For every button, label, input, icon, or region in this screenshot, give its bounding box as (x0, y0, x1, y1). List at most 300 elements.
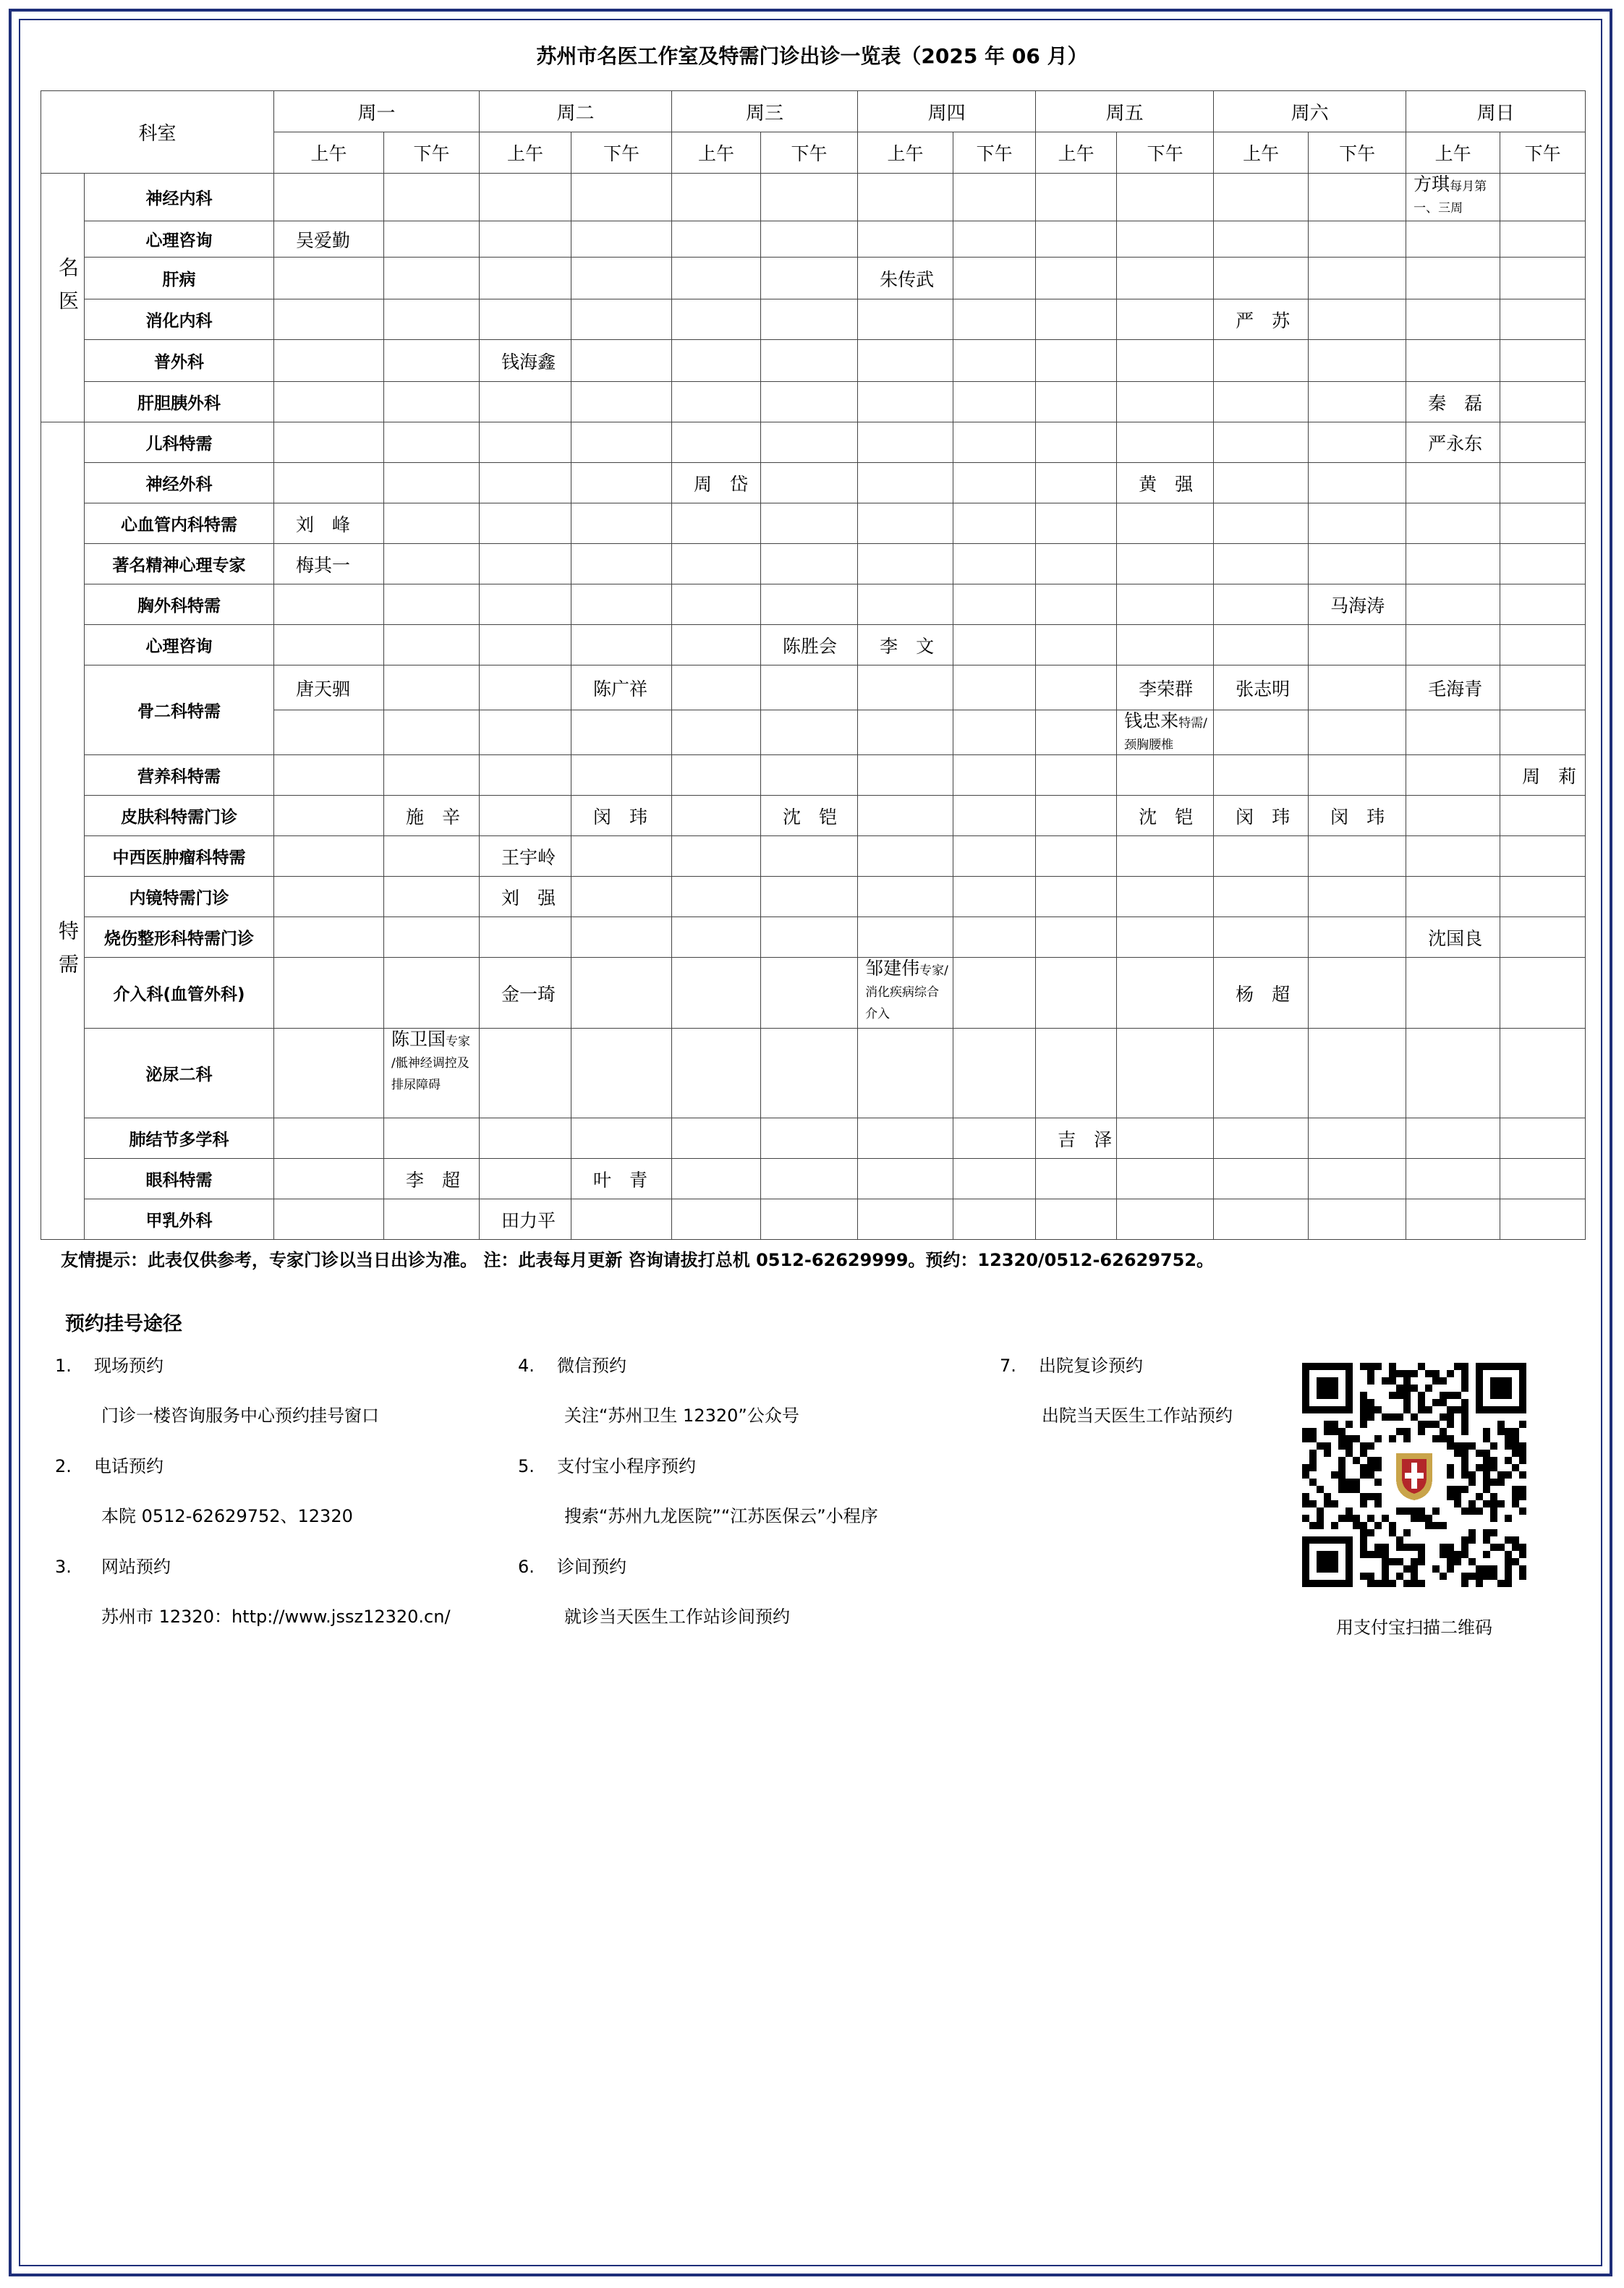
qr-module (1309, 1435, 1317, 1442)
qr-module (1331, 1421, 1338, 1428)
schedule-cell (1500, 1029, 1586, 1118)
qr-module (1411, 1385, 1418, 1392)
doctor-name: 陈胜会 (783, 635, 838, 657)
schedule-cell (858, 299, 953, 340)
qr-module (1331, 1406, 1338, 1413)
qr-module (1411, 1507, 1418, 1515)
qr-module (1345, 1479, 1353, 1486)
schedule-cell (1117, 382, 1214, 422)
qr-module (1382, 1413, 1389, 1421)
schedule-cell (1036, 340, 1117, 382)
qr-module (1367, 1377, 1374, 1385)
qr-module (1476, 1580, 1483, 1587)
schedule-cell (480, 1199, 571, 1240)
qr-module (1490, 1507, 1497, 1515)
qr-module (1519, 1442, 1526, 1450)
schedule-table (41, 90, 1586, 1240)
schedule-cell (761, 877, 858, 917)
qr-module (1505, 1580, 1512, 1587)
qr-module (1461, 1370, 1468, 1377)
header-pm: 下午 (761, 132, 858, 174)
qr-module (1353, 1486, 1360, 1493)
schedule-cell (274, 382, 384, 422)
schedule-cell (1309, 544, 1406, 584)
qr-module (1461, 1536, 1468, 1544)
qr-module (1468, 1471, 1476, 1479)
qr-module (1374, 1479, 1382, 1486)
qr-module (1345, 1544, 1353, 1551)
qr-module (1302, 1428, 1309, 1435)
qr-module (1483, 1536, 1490, 1544)
qr-module (1317, 1551, 1324, 1558)
schedule-cell (384, 1199, 480, 1240)
qr-module (1302, 1551, 1309, 1558)
qr-module (1418, 1399, 1425, 1406)
schedule-cell (1309, 1118, 1406, 1159)
schedule-cell (953, 836, 1036, 877)
schedule-cell (761, 1118, 858, 1159)
qr-module (1302, 1377, 1309, 1385)
schedule-cell (1406, 958, 1500, 1029)
schedule-cell (761, 422, 858, 463)
doctor-name: 沈 铠 (783, 806, 838, 828)
qr-module (1331, 1385, 1338, 1392)
qr-module (1447, 1544, 1454, 1551)
qr-module (1505, 1558, 1512, 1565)
qr-module (1454, 1551, 1461, 1558)
schedule-cell (1036, 422, 1117, 463)
schedule-cell (858, 584, 953, 625)
schedule-cell (1309, 258, 1406, 299)
qr-module (1447, 1464, 1454, 1471)
schedule-cell (761, 710, 858, 755)
schedule-cell (858, 463, 953, 503)
schedule-cell (1036, 174, 1117, 221)
schedule-cell (761, 1199, 858, 1240)
schedule-cell (1214, 1159, 1309, 1199)
schedule-cell (1036, 221, 1117, 258)
schedule-cell (1036, 503, 1117, 544)
qr-module (1338, 1406, 1345, 1413)
qr-module (1360, 1464, 1367, 1471)
qr-module (1411, 1580, 1418, 1587)
header-day: 周四 (858, 91, 1036, 132)
qr-module (1519, 1363, 1526, 1370)
schedule-cell (480, 544, 571, 584)
qr-module (1309, 1536, 1317, 1544)
qr-module (1454, 1363, 1461, 1370)
schedule-cell (1500, 917, 1586, 958)
qr-module (1338, 1471, 1345, 1479)
qr-module (1367, 1413, 1374, 1421)
qr-module (1483, 1435, 1490, 1442)
schedule-cell (1309, 958, 1406, 1029)
schedule-cell (858, 340, 953, 382)
schedule-cell (1309, 503, 1406, 544)
schedule-cell (1500, 382, 1586, 422)
schedule-cell (858, 958, 953, 1029)
qr-module (1338, 1435, 1345, 1442)
page-title: 苏州市名医工作室及特需门诊出诊一览表（2025 年 06 月） (536, 44, 1088, 68)
schedule-cell (274, 544, 384, 584)
doctor-name: 毛海青 (1428, 678, 1483, 699)
alipay-qr-code[interactable] (1302, 1363, 1526, 1587)
schedule-cell (1117, 710, 1214, 755)
qr-module (1345, 1486, 1353, 1493)
schedule-cell (761, 299, 858, 340)
doctor-name: 李 超 (406, 1169, 461, 1191)
schedule-cell (1500, 1199, 1586, 1240)
schedule-cell (274, 710, 384, 755)
schedule-cell (384, 584, 480, 625)
schedule-cell (1214, 625, 1309, 665)
qr-module (1497, 1385, 1505, 1392)
qr-module (1353, 1457, 1360, 1464)
schedule-cell (672, 1199, 761, 1240)
qr-module (1411, 1565, 1418, 1573)
qr-module (1396, 1573, 1403, 1580)
qr-module (1497, 1392, 1505, 1399)
schedule-cell (1036, 755, 1117, 796)
qr-module (1360, 1536, 1367, 1544)
qr-module (1447, 1421, 1454, 1428)
qr-module (1345, 1385, 1353, 1392)
schedule-cell (384, 174, 480, 221)
schedule-cell (761, 917, 858, 958)
schedule-cell (1214, 174, 1309, 221)
qr-module (1454, 1392, 1461, 1399)
schedule-cell (274, 221, 384, 258)
schedule-cell (1214, 299, 1309, 340)
schedule-cell (384, 221, 480, 258)
schedule-cell (858, 1199, 953, 1240)
qr-module (1512, 1544, 1519, 1551)
qr-module (1490, 1464, 1497, 1471)
schedule-cell (384, 1159, 480, 1199)
schedule-cell (1309, 917, 1406, 958)
qr-module (1353, 1515, 1360, 1522)
qr-module (1331, 1580, 1338, 1587)
qr-module (1447, 1558, 1454, 1565)
schedule-cell (1309, 665, 1406, 710)
qr-module (1490, 1573, 1497, 1580)
qr-module (1302, 1536, 1309, 1544)
qr-module (1519, 1544, 1526, 1551)
schedule-cell (1406, 503, 1500, 544)
qr-module (1447, 1551, 1454, 1558)
group-label: 特需 (56, 920, 80, 987)
qr-module (1505, 1515, 1512, 1522)
schedule-cell (1214, 463, 1309, 503)
qr-module (1454, 1450, 1461, 1457)
qr-module (1360, 1544, 1367, 1551)
booking-way-2: 2. 电话预约 本院 0512-62629752、12320 (55, 1456, 353, 1526)
qr-module (1360, 1551, 1367, 1558)
schedule-cell (274, 463, 384, 503)
schedule-cell (672, 710, 761, 755)
qr-module (1403, 1406, 1411, 1413)
doctor-name: 朱传武 (880, 268, 935, 290)
qr-module (1374, 1457, 1382, 1464)
schedule-cell (1214, 755, 1309, 796)
qr-module (1425, 1421, 1432, 1428)
qr-module (1505, 1406, 1512, 1413)
schedule-cell (1406, 463, 1500, 503)
header-am: 上午 (1406, 132, 1500, 174)
qr-module (1309, 1363, 1317, 1370)
department-label: 眼科特需 (85, 1159, 274, 1199)
doctor-name: 马海涛 (1330, 595, 1385, 616)
schedule-cell (384, 796, 480, 836)
qr-module (1505, 1385, 1512, 1392)
qr-module (1440, 1428, 1447, 1435)
schedule-cell (672, 584, 761, 625)
schedule-cell (1406, 584, 1500, 625)
qr-module (1411, 1413, 1418, 1421)
qr-module (1483, 1479, 1490, 1486)
qr-module (1324, 1385, 1331, 1392)
schedule-cell (274, 665, 384, 710)
doctor-note: 专家/消化疾病综合介入 (865, 964, 948, 1021)
qr-module (1483, 1428, 1490, 1435)
qr-module (1302, 1464, 1309, 1471)
schedule-cell (1036, 917, 1117, 958)
schedule-cell (1406, 258, 1500, 299)
qr-module (1461, 1363, 1468, 1370)
schedule-cell (1036, 710, 1117, 755)
qr-module (1367, 1471, 1374, 1479)
schedule-cell (858, 174, 953, 221)
qr-module (1411, 1558, 1418, 1565)
qr-module (1432, 1399, 1440, 1406)
header-day: 周三 (672, 91, 858, 132)
schedule-cell (480, 665, 571, 710)
booking-way-5: 5. 支付宝小程序预约 搜索“苏州九龙医院”“江苏医保云”小程序 (518, 1456, 878, 1526)
schedule-cell (1036, 836, 1117, 877)
qr-module (1490, 1377, 1497, 1385)
schedule-cell (761, 544, 858, 584)
qr-module (1396, 1428, 1403, 1435)
qr-module (1317, 1363, 1324, 1370)
qr-module (1411, 1573, 1418, 1580)
schedule-cell (672, 755, 761, 796)
department-label: 泌尿二科 (85, 1029, 274, 1118)
qr-module (1367, 1551, 1374, 1558)
qr-module (1403, 1399, 1411, 1406)
schedule-cell (761, 625, 858, 665)
schedule-cell (571, 340, 672, 382)
schedule-cell (1214, 503, 1309, 544)
schedule-cell (480, 796, 571, 836)
doctor-name: 周 莉 (1522, 765, 1577, 787)
doctor-note: 每月第一、三周 (1413, 179, 1487, 216)
schedule-cell (571, 174, 672, 221)
qr-module (1476, 1450, 1483, 1457)
schedule-cell (1214, 1029, 1309, 1118)
qr-module (1403, 1370, 1411, 1377)
qr-module (1461, 1421, 1468, 1428)
schedule-cell (1117, 258, 1214, 299)
qr-module (1461, 1464, 1468, 1471)
qr-module (1345, 1565, 1353, 1573)
schedule-cell (953, 544, 1036, 584)
qr-module (1403, 1529, 1411, 1536)
schedule-cell (1309, 340, 1406, 382)
qr-module (1425, 1385, 1432, 1392)
qr-module (1483, 1565, 1490, 1573)
department-label: 烧伤整形科特需门诊 (85, 917, 274, 958)
schedule-cell (672, 174, 761, 221)
qr-module (1396, 1392, 1403, 1399)
qr-module (1374, 1406, 1382, 1413)
doctor-name: 王宇岭 (501, 846, 556, 868)
qr-module (1476, 1392, 1483, 1399)
schedule-cell (1117, 174, 1214, 221)
schedule-cell (953, 584, 1036, 625)
qr-module (1519, 1457, 1526, 1464)
qr-module (1440, 1573, 1447, 1580)
qr-module (1440, 1551, 1447, 1558)
schedule-cell (1500, 625, 1586, 665)
qr-module (1324, 1406, 1331, 1413)
qr-module (1374, 1363, 1382, 1370)
doctor-name: 闵 玮 (1330, 806, 1385, 828)
schedule-cell (571, 1159, 672, 1199)
schedule-cell (953, 958, 1036, 1029)
schedule-cell (1309, 422, 1406, 463)
qr-module (1360, 1363, 1367, 1370)
schedule-cell (480, 382, 571, 422)
qr-module (1382, 1565, 1389, 1573)
qr-module (1345, 1515, 1353, 1522)
schedule-cell (1117, 958, 1214, 1029)
qr-module (1331, 1392, 1338, 1399)
qr-module (1505, 1377, 1512, 1385)
schedule-cell (761, 463, 858, 503)
schedule-cell (1117, 796, 1214, 836)
schedule-cell (1500, 1118, 1586, 1159)
qr-module (1483, 1529, 1490, 1536)
schedule-cell (1309, 299, 1406, 340)
schedule-cell (1117, 340, 1214, 382)
schedule-cell (858, 796, 953, 836)
schedule-cell (672, 917, 761, 958)
schedule-cell (384, 877, 480, 917)
header-am: 上午 (672, 132, 761, 174)
schedule-cell (1214, 836, 1309, 877)
schedule-cell (480, 584, 571, 625)
qr-module (1360, 1406, 1367, 1413)
schedule-cell (384, 503, 480, 544)
group-label: 名医 (56, 257, 80, 323)
schedule-cell (858, 755, 953, 796)
schedule-cell (384, 836, 480, 877)
qr-module (1331, 1522, 1338, 1529)
qr-module (1454, 1500, 1461, 1507)
qr-module (1497, 1406, 1505, 1413)
qr-module (1374, 1464, 1382, 1471)
header-day: 周日 (1406, 91, 1586, 132)
qr-module (1447, 1565, 1454, 1573)
qr-module (1324, 1580, 1331, 1587)
schedule-cell (858, 625, 953, 665)
qr-module (1360, 1522, 1367, 1529)
schedule-cell (571, 710, 672, 755)
qr-module (1483, 1363, 1490, 1370)
qr-module (1440, 1544, 1447, 1551)
qr-module (1382, 1558, 1389, 1565)
schedule-cell (571, 463, 672, 503)
schedule-cell (1500, 221, 1586, 258)
qr-module (1331, 1558, 1338, 1565)
schedule-cell (953, 755, 1036, 796)
qr-module (1432, 1421, 1440, 1428)
doctor-name: 李荣群 (1139, 678, 1194, 699)
schedule-cell (480, 917, 571, 958)
qr-module (1382, 1551, 1389, 1558)
qr-module (1324, 1442, 1331, 1450)
qr-module (1461, 1544, 1468, 1551)
schedule-cell (858, 917, 953, 958)
header-pm: 下午 (1309, 132, 1406, 174)
schedule-cell (1214, 340, 1309, 382)
qr-module (1411, 1544, 1418, 1551)
schedule-cell (761, 584, 858, 625)
qr-module (1519, 1392, 1526, 1399)
department-label: 著名精神心理专家 (85, 544, 274, 584)
qr-module (1447, 1493, 1454, 1500)
qr-module (1497, 1544, 1505, 1551)
schedule-cell (1117, 755, 1214, 796)
schedule-cell (761, 665, 858, 710)
schedule-cell (480, 299, 571, 340)
schedule-cell (1036, 299, 1117, 340)
qr-module (1302, 1493, 1309, 1500)
qr-module (1367, 1515, 1374, 1522)
schedule-cell (1117, 836, 1214, 877)
schedule-cell (480, 625, 571, 665)
qr-module (1324, 1392, 1331, 1399)
qr-module (1461, 1580, 1468, 1587)
qr-module (1396, 1413, 1403, 1421)
qr-module (1324, 1450, 1331, 1457)
schedule-cell (1500, 422, 1586, 463)
qr-module (1396, 1558, 1403, 1565)
qr-module (1302, 1500, 1309, 1507)
doctor-name: 闵 玮 (593, 806, 648, 828)
qr-module (1403, 1580, 1411, 1587)
qr-module (1447, 1486, 1454, 1493)
schedule-cell (761, 382, 858, 422)
qr-module (1418, 1421, 1425, 1428)
schedule-cell (274, 877, 384, 917)
schedule-cell (1406, 796, 1500, 836)
schedule-cell (1406, 917, 1500, 958)
department-label: 心血管内科特需 (85, 503, 274, 544)
qr-module (1338, 1515, 1345, 1522)
qr-module (1512, 1442, 1519, 1450)
schedule-cell (672, 877, 761, 917)
qr-module (1490, 1479, 1497, 1486)
department-label: 骨二科特需 (85, 665, 274, 755)
schedule-cell (1406, 382, 1500, 422)
qr-module (1345, 1399, 1353, 1406)
qr-module (1512, 1363, 1519, 1370)
schedule-cell (480, 503, 571, 544)
qr-module (1317, 1536, 1324, 1544)
qr-module (1353, 1522, 1360, 1529)
department-label: 神经内科 (85, 174, 274, 221)
